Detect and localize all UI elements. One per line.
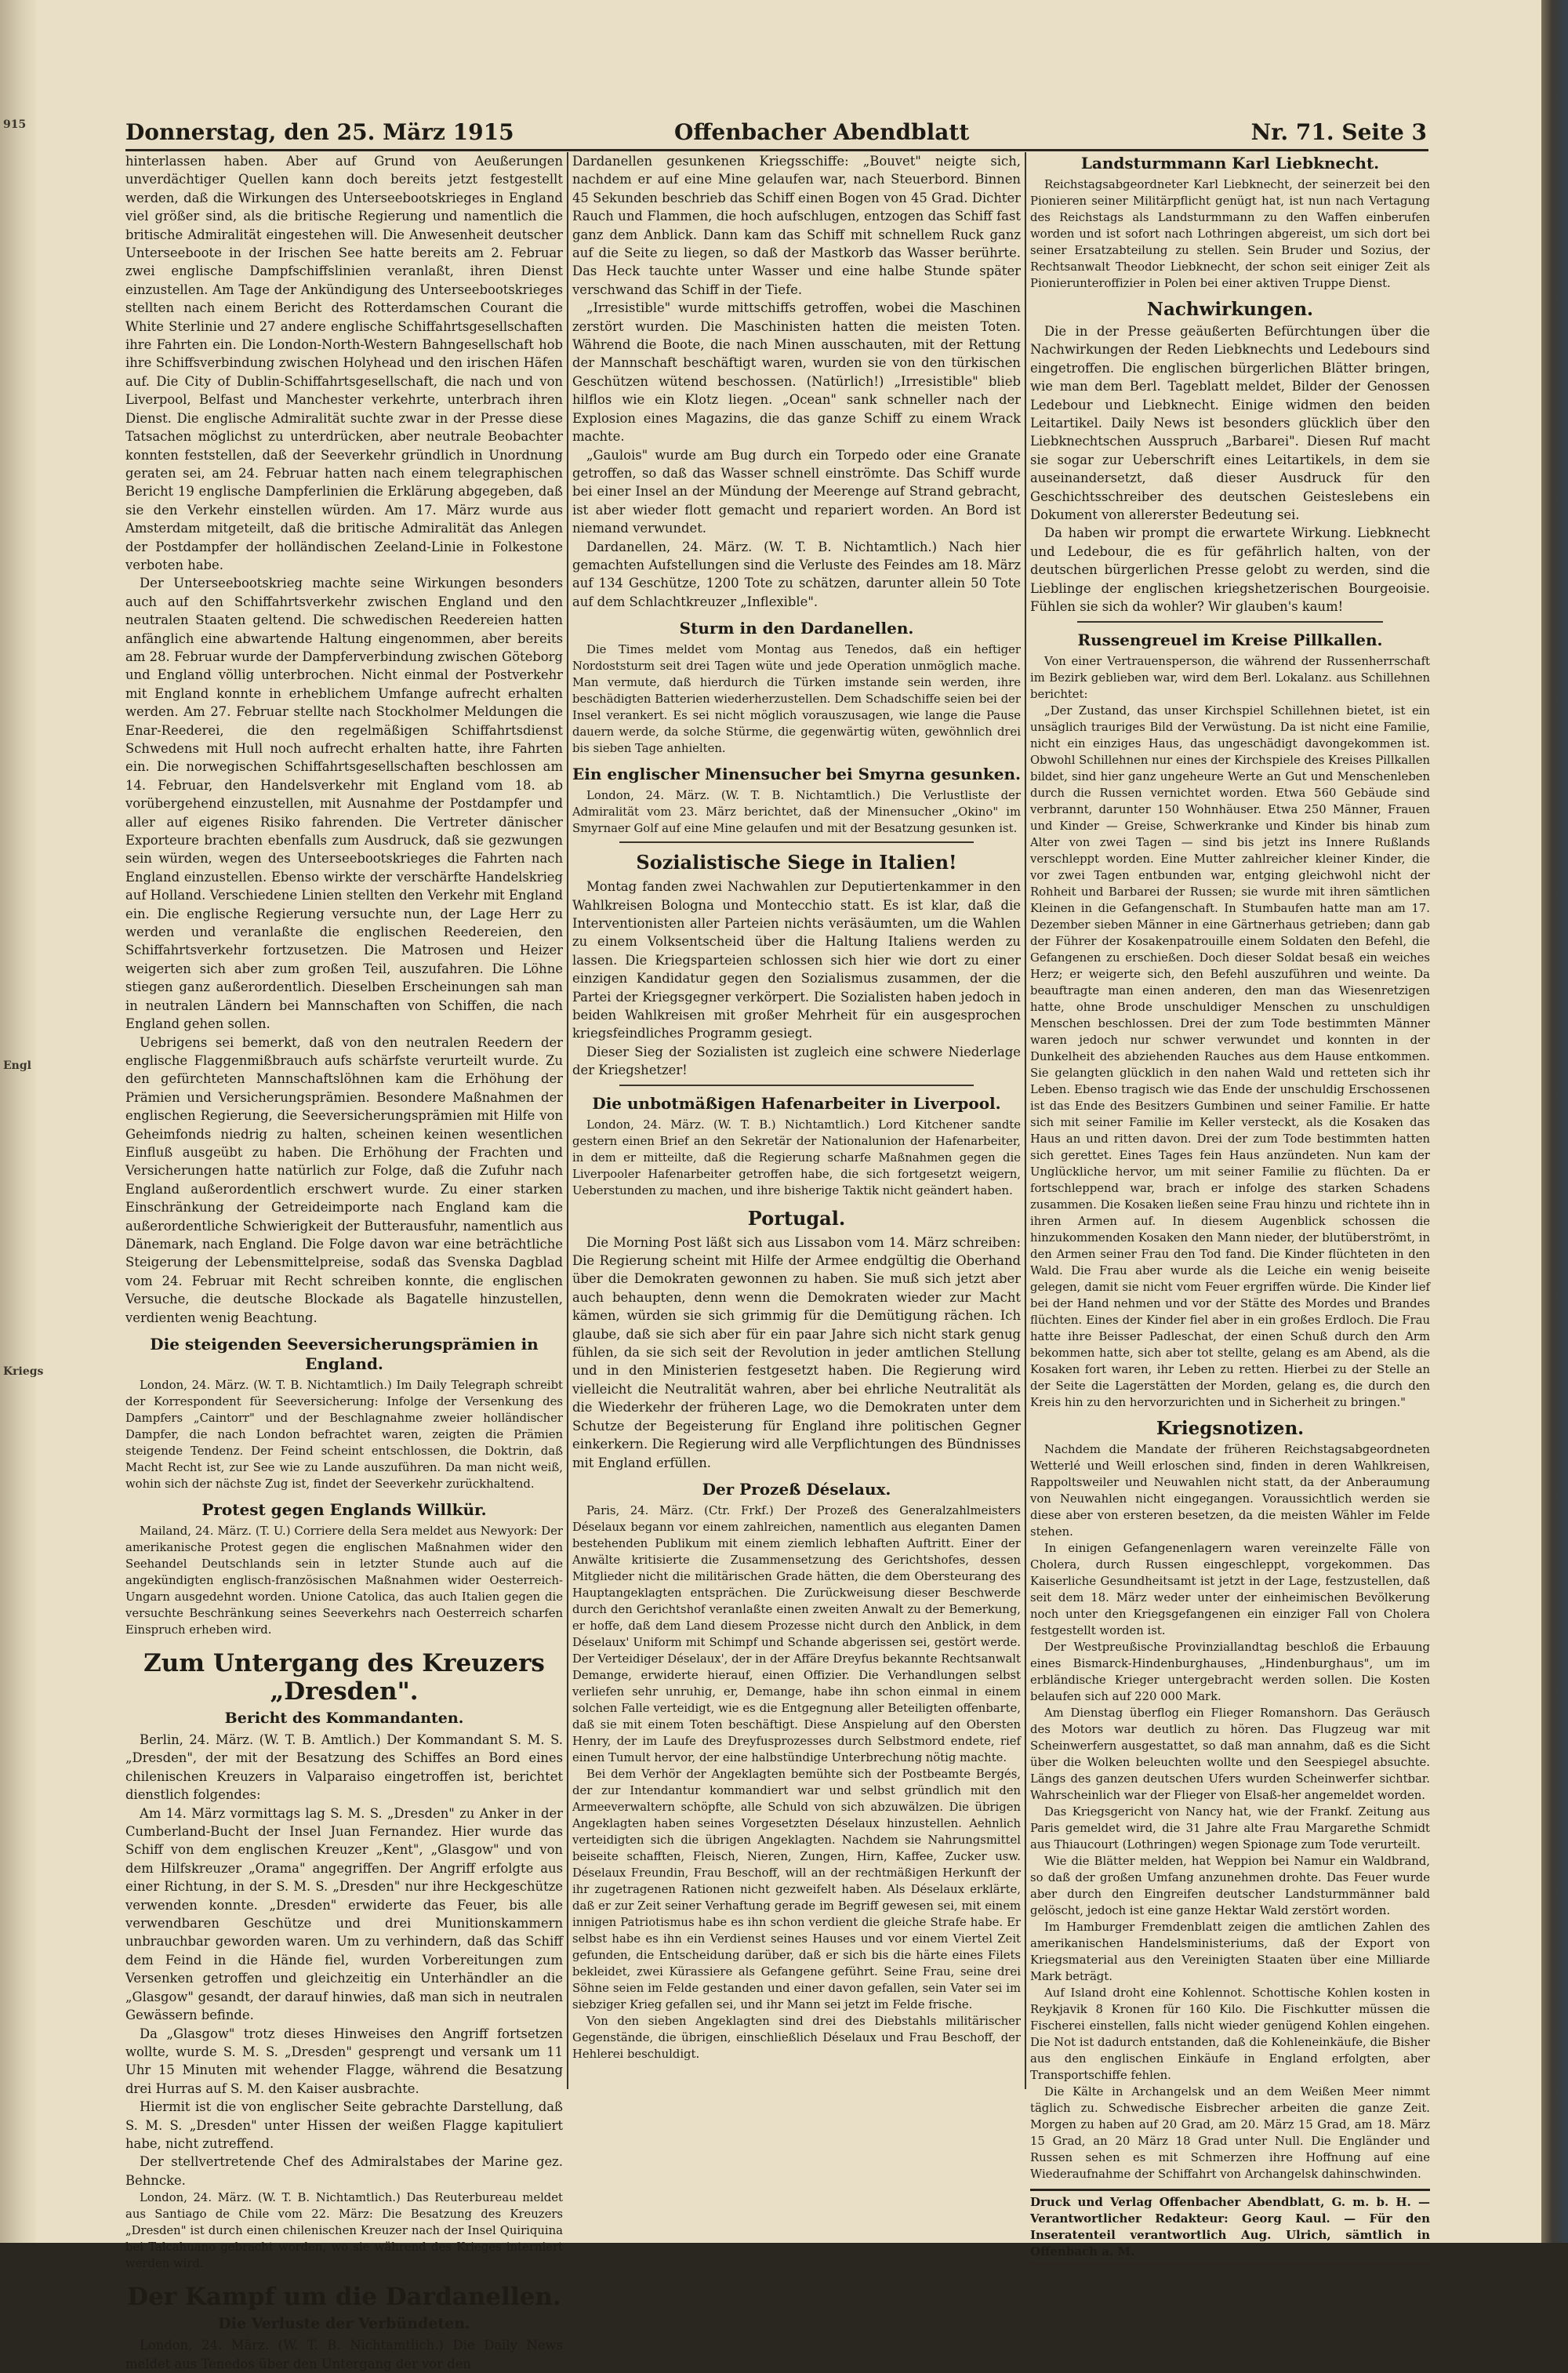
article-paragraph: Reichstagsabgeordneter Karl Liebknecht, der seinerzeit bei den Pionieren seiner Militärpflicht genügt hat, ist nun nach Vertagung des Reichstags als Landsturmmann zu den Waffen einberufen worden und ist sofort nach Lothringen abgereist, um sich dort bei seiner Ersatzabteilung zu stellen. Sein Bruder und Sozius, der Rechtsanwalt Theodor Liebknecht, der schon seit einiger Zeit als Pionierunteroffizier in Polen bei einer aktiven Truppe Dienst. [1030,178,1430,290]
headline-sturm: Sturm in den Dardanellen. [679,619,914,638]
header-date: Donnerstag, den 25. März 1915 [125,119,514,145]
article-paragraph: Die Morning Post läßt sich aus Lissabon vom 14. März schreiben: Die Regierung scheint mit Hilfe der Armee endgültig die Oberhand über die Demokraten gewonnen zu haben. Sie muß sich jetzt aber auch behaupten, denn wenn die Demokraten wieder zur Macht kämen, würden sie sich grimmig für die Demütigung rächen. Ich glaube, daß sie sich aber für ein paar Jahre sich nicht stark genug fühlen, da sie sich seit der Revolution in jeder amtlichen Stellung und in den Ministerien festgesetzt haben. Die Regierung wird vielleicht die Neutralität wahren, aber bei ehrliche Neutralität als die Wiederkehr der früheren Lage, wo die Demokraten unter dem Schutze der Begeisterung für England ihre politischen Gegner einkerkern. Die Regierung wird alle Verpflichtungen des Bündnisses mit England erfüllen. [572,1234,1021,1470]
article-paragraph: Der stellvertretende Chef des Admiralstabes der Marine gez. Behncke. [125,2154,563,2188]
article-paragraph: Im Hamburger Fremdenblatt zeigen die amtlichen Zahlen des amerikanischen Handelsministeriums, daß der Export von Kriegsmaterial aus den Vereinigten Staaten über eine Milliarde Mark beträgt. [1030,1920,1430,1983]
column-1 [125,152,563,2371]
book-binding-edge [1541,0,1568,2243]
section-divider [619,841,974,843]
article-paragraph: „Irresistible" wurde mittschiffs getroffen, wobei die Maschinen zerstört wurden. Die Maschinisten hatten die meisten Toten. Während die Boote, die nach Minen ausschauten, mit der Rettung der Mannschaft beschäftigt waren, wurden sie von den türkischen Geschützen wütend beschossen. (Natürlich!) „Irresistible" blieb hilflos wie ein Klotz liegen. „Ocean" sank schneller nach der Explosion eines Magazins, die das ganze Schiff zu einem Wrack machte. [572,300,1021,445]
adjacent-page-edge [0,0,44,2243]
article-paragraph: Berlin, 24. März. (W. T. B. Amtlich.) Der Kommandant S. M. S. „Dresden", der mit der Besatzung des Schiffes an Bord eines chilenischen Kreuzers in Valparaiso eingetroffen ist, berichtet dienstlich folgendes: [125,1732,563,1803]
spine-fragment-top: 915 [3,118,27,131]
article-paragraph: London, 24. März. (W. T. B. Nichtamtlich.) Die Verlustliste der Admiralität vom 23. März berichtet, daß der Minensucher „Okino" im Smyrnaer Golf auf eine Mine gelaufen und mit der Besatzung gesunken ist. [572,789,1021,836]
article-paragraph: Da „Glasgow" trotz dieses Hinweises den Angriff fortsetzen wollte, wurde S. M. S. „Dresden" gesprengt und versank um 11 Uhr 15 Minuten mit wehender Flagge, während die Besatzung drei Hurras auf S. M. den Kaiser ausbrachte. [125,2026,563,2096]
article-paragraph: Der Unterseebootskrieg machte seine Wirkungen besonders auch auf den Schiffahrtsverkehr zwischen England und den neutralen Staaten geltend. Die schwedischen Reedereien hatten anfänglich eine abwartende Haltung eingenommen, aber bereits am 28. Februar wurde der Dampferverbindung zwischen Göteborg und England völlig unterbrochen. Nicht einmal der Postverkehr mit England konnte in erheblichem Umfange aufrecht erhalten werden. Am 27. Februar stellte nach Stockholmer Meldungen die Enar-Reederei, die den regelmäßigen Schiffahrtsdienst Schwedens mit Hull noch aufrecht erhalten hatte, ihre Fahrten ein. Die norwegischen Schiffahrtsgesellschaften beschlossen am 14. Februar, den Handelsverkehr mit England vom 18. ab vorübergehend einzustellen, mit Ausnahme der Postdampfer und aller auf eigenes Risiko fahrenden. Die Vertreter dänischer Exporteure brachten ebenfalls zum Ausdruck, daß sie gezwungen sein würden, wegen des Unterseebootskrieges die Fahrten nach England einzustellen. Ebenso wirkte der verschärfte Handelskrieg auf Holland. Verschiedene Linien stellten den Verkehr mit England ein. Die englische Regierung versuchte nun, der Lage Herr zu werden und veranlaßte die englischen Reedereien, den Schiffahrtsverkehr fortzusetzen. Die Matrosen und Heizer weigerten sich aber zum großen Teil, auszufahren. Die Löhne stiegen ganz außerordentlich. Dieselben Erscheinungen sah man in neutralen Ländern bei Mannschaften von Schiffen, die nach England gehen sollen. [125,576,563,1032]
column-2 [572,152,1021,2089]
article-paragraph: Bei dem Verhör der Angeklagten bemühte sich der Postbeamte Bergés, der zur Intendantur kommandiert war und selbst gründlich mit den Armeeverwaltern schöpfte, alle Schuld von sich abzuwälzen. Die übrigen Angeklagten haben seines Vorgesetzten Déselaux hinzustellen. Aehnlich verteidigten sich die übrigen Angeklagten. Nachdem sie Nahrungsmittel beiseite schafften, Fleisch, Nieren, Zungen, Hirn, Kaffee, Zucker usw. Déselaux Freundin, Frau Beschoff, will an der rechtmäßigen Herkunft der ihr zugetragenen Rationen nicht gezweifelt haben. Als Déselaux erklärte, daß er zur Zeit seiner Verhaftung gerade im Begriff gewesen sei, mit einem innigen Patriotismus habe es ihn schon verdient die gleiche Strafe habe. Er selbst habe es ihn ein Verdienst seines Hauses und vor einem Viertel Zeit gefunden, die Entscheidung darüber, daß er sich bis die härte eines Filets bekleidet, zwei Kürassiere als Gefangene geführt. Seine Frau, seine drei Söhne seien im Felde gestanden und einer davon gefallen, sein Vater sei im siebziger Krieg gefallen sei, und ihr Mann sei jetzt im Felde frische. [572,1767,1021,2011]
article-paragraph: London, 24. März. (W. T. B. Nichtamtlich.) Die Daily News meldet aus Tenedos über den Untergang der vor den [125,2338,563,2371]
article-paragraph: „Der Zustand, das unser Kirchspiel Schillehnen bietet, ist ein unsäglich trauriges Bild der Verwüstung. Da ist nicht eine Familie, nicht ein einziges Haus, das ungeschädigt davongekommen ist. Obwohl Schillehnen nur eines der Kirchspiele des Kreises Pillkallen bildet, sind hier ganz ungeheure Werte an Gut und Menschenleben durch die Russen vernichtet worden. Etwa 560 Gebäude sind verbrannt, darunter 150 Wohnhäuser. Etwa 250 Männer, Frauen und Kinder — Greise, Schwerkranke und Kinder bis hinab zum Alter von zwei Tagen — sind bis jetzt ins Innere Rußlands verschleppt worden. Eine Mutter zahlreicher kleiner Kinder, die vor zwei Tagen entbunden war, entging gleichwohl nicht der Rohheit und Barbarei der Russen; sie wurde mit ihren sämtlichen Kleinen in die Gefangenschaft. In Stumbaufen hatte man am 17. Dezember sieben Männer in eine Gärtnerhaus getrieben; dann gab der Führer der Kosakenpatrouille einem Soldaten den Befehl, die Gefangenen zu erschießen. Doch dieser Soldat besaß ein weiches Herz; er weigerte sich, den Befehl auszuführen und weinte. Da beauftragte man einen anderen, den man das Wiesenretzigen hatte, ohne Brode unschuldiger Menschen zu unschuldigen Menschen beschlossen. Drei der zum Tode bestimmten Männer waren jedoch nur schwer verwundet und konnten in der Dunkelheit des abziehenden Rauches aus dem Hause entkommen. Sie gelangten glücklich in den nahen Wald und retteten sich ihr Leben. Ebenso tragisch wie das Ende der unschuldig Erschossenen ist das Ende des Besitzers Gumbinen und seiner Familie. Er hatte sich mit seiner Familie im Keller versteckt, als die Kosaken das Haus an und ritten davon. Drei der zum Tode bestimmten hatten sich gerettet. Eines Tages fein Haus anzündeten. Nun kam der Unglückliche hervor, um mit seiner Familie zu flüchten. Da er fortschleppend war, brach er infolge des starken Schadens zusammen. Die Kosaken ließen seine Frau hinzu und richtete ihn in ihren Armen auf. In diesem Augenblick schossen die hinzukommenden Kosaken den Mann nieder, der blutüberströmt, in den Armen seiner Frau den Tod fand. Die Kinder flüchteten in den Wald. Die Frau aber wurde als die Leiche ein wenig beiseite gelegen, damit sie nicht vom Feuer ergriffen würde. Die Kinder lief bei der Hand nehmen und vor der Stätte des Mordes und Brandes flüchten. Eines der Kinder fiel aber in ein großes Erdloch. Die Frau hatte ihre Beisser Padleschat, der einen Schuß durch den Arm bekommen hatte, sich aber tot stellte, gelang es am Abend, als die Kosaken fort waren, ihr Leben zu retten. Hierbei zu der Stelle an der Seite die Lagerstätten der Morden, gelang es, die durch den Kreis hin zu den hervorzurichten und in Sicherheit zu bringen." [1030,703,1430,1409]
article-paragraph: Am Dienstag überflog ein Flieger Romanshorn. Das Geräusch des Motors war deutlich zu hören. Das Flugzeug war mit Scheinwerfern ausgestattet, so daß man annahm, daß es die Sicht über die Wolken beleuchten wollte und den Seespiegel absuchte. Längs des ganzen deutschen Ufers wurden Scheinwerfer sichtbar. Wahrscheinlich war der Flieger von Elsaß-her angemeldet worden. [1030,1706,1430,1802]
article-paragraph: Mailand, 24. März. (T. U.) Corriere della Sera meldet aus Newyork: Der amerikanische Protest gegen die englischen Maßnahmen wider den Seehandel Deutschlands sein in letzter Stunde auch auf die angekündigten englisch-französischen Maßnahmen wider Oesterreich-Ungarn ausgedehnt worden. Unione Catolica, das auch Italien gegen die versuchte Beschränkung seines Seeverkehrs nach Oesterreich scharfen Einspruch erheben wird. [125,1524,563,1637]
header-masthead: Offenbacher Abendblatt [674,119,970,145]
article-paragraph: Paris, 24. März. (Ctr. Frkf.) Der Prozeß des Generalzahlmeisters Déselaux begann vor einem zahlreichen, namentlich aus eleganten Damen bestehenden Publikum mit einem ziemlich lebhaften Auftritt. Einer der Anwälte kritisierte die Zusammensetzung des Gerichtshofes, dessen Mitglieder nicht die militärischen Grade hätten, die dem Obersteurang des Hauptangeklagten entsprächen. Die Zurückweisung dieser Beschwerde durch den Gerichtshof veranlaßte einen zweiten Anwalt zu der Bemerkung, er hoffe, daß dem Land diesem Prozesse nicht durch den Anblick, in dem Déselaux' Uniform mit Schimpf und Schande abgerissen sei, gestört werde. Der Verteidiger Déselaux', der in der Affäre Dreyfus bekannte Rechtsanwalt Demange, erwiderte hierauf, einen Offizier. Die Verhandlungen selbst verliefen sehr unruhig, er, Demange, habe ihn schon einmal in einem solchen Falle verteidigt, wie es die Entgegnung aller Beteiligten offenbarte, daß sie mit einem Toten beschäftigt. Diese Anspielung auf den Obersten Henry, der im Laufe des Dreyfusprozesses durch Selbstmord endete, rief einen Tumult hervor, der eine halbstündige Unterbrechung nötig machte. [572,1503,1021,1764]
article-paragraph: London, 24. März. (W. T. B. Nichtamtlich.) Das Reuterbureau meldet aus Santiago de Chile vom 22. März: Die Besatzung des Kreuzers „Dresden" ist durch einen chilenischen Kreuzer nach der Insel Quiriquina bei Talcahuano gebracht worden, wo sie während des Krieges interniert werden wird. [125,2191,563,2271]
article-paragraph: Das Kriegsgericht von Nancy hat, wie der Frankf. Zeitung aus Paris gemeldet wird, die 31 Jahre alte Frau Margarethe Schmidt aus Thiaucourt (Lothringen) wegen Spionage zum Tode verurteilt. [1030,1804,1430,1852]
headline-minensucher: Ein englischer Minensucher bei Smyrna gesunken. [572,765,1021,784]
column-rule-2 [1025,152,1026,2089]
subheadline-dardanellen: Die Verluste der Verbündeten. [218,2315,470,2333]
article-paragraph: In einigen Gefangenenlagern waren vereinzelte Fälle von Cholera, durch Russen eingeschleppt, vorgekommen. Das Kaiserliche Gesundheitsamt ist jetzt in der Lage, festzustellen, daß seit dem 18. März weder unter der einheimischen Bevölkerung noch unter den Kriegsgefangenen ein einziger Fall von Cholera festgestellt worden ist. [1030,1541,1430,1637]
header-rule [125,149,1428,151]
page-header [125,119,1427,147]
headline-protest: Protest gegen Englands Willkür. [201,1500,487,1519]
imprint: Druck und Verlag Offenbacher Abendblatt, G. m. b. H. — Verantwortlicher Redakteur: Georg Kaul. — Für den Inseratenteil verantwortlich Aug. Ulrich, sämtlich in Offenbach a. M. [1030,2189,1430,2265]
article-paragraph: Von einer Vertrauensperson, die während der Russenherrschaft im Bezirk geblieben war, wird dem Berl. Lokalanz. aus Schillehnen berichtet: [1030,654,1430,701]
section-divider [1077,621,1383,623]
article-paragraph: Die Times meldet vom Montag aus Tenedos, daß ein heftiger Nordoststurm seit drei Tagen wüte und jede Operation unmöglich mache. Man vermute, daß hierdurch die Türken imstande sein werden, ihre beschädigten Batterien wiederherzustellen. Dem Schadschiffe seien bei der Insel verankert. Es sei nicht möglich vorauszusagen, wie lange die Pause dauern werde, da solche Stürme, die gegenwärtig wüten, gewöhnlich drei bis sieben Tage anhielten. [572,643,1021,756]
article-paragraph: „Gaulois" wurde am Bug durch ein Torpedo oder eine Granate getroffen, so daß das Wasser schnell einströmte. Das Schiff wurde bei einer Insel an der Mündung der Meerenge auf Strand gebracht, ist aber wieder flott gemacht und repariert worden. An Bord ist niemand verwundet. [572,447,1021,536]
headline-dresden: Zum Untergang des Kreuzers „Dresden". [143,1649,545,1706]
article-paragraph: Da haben wir prompt die erwartete Wirkung. Liebknecht und Ledebour, die es für gefährlich halten, von der deutschen bürgerlichen Presse gelobt zu werden, sind die Lieblinge der englischen kriegshetzerischen Bourgeoisie. Fühlen sie sich da wohler? Wir glauben's kaum! [1030,525,1430,615]
article-paragraph: hinterlassen haben. Aber auf Grund von Aeußerungen unverdächtiger Quellen kann doch bereits jetzt festgestellt werden, daß die Wirkungen des Unterseebootskrieges in England viel größer sind, als die britische Regierung und namentlich die britische Admiralität eingestehen will. Die Anwesenheit deutscher Unterseeboote in der Irischen See hatte bereits am 2. Februar zwei englische Dampfschiffslinien veranlaßt, ihren Dienst einzustellen. Am Tage der Ankündigung des Unterseebootskrieges stellten nach einem Bericht des Rotterdamschen Courant die White Sterlinie und 27 andere englische Schiffahrtsgesellschaften ihre Fahrten ein. Die London-North-Western Bahngesellschaft hob ihre Schiffsverbindung zwischen Holyhead und den irischen Häfen auf. Die City of Dublin-Schiffahrtsgesellschaft, die nach und von Liverpool, Belfast und Manchester verkehrte, unterbrach ihren Dienst. Die englische Admiralität suchte zwar in der Presse diese Tatsachen möglichst zu unterdrücken, aber neutrale Beobachter konnten feststellen, daß der Seeverkehr gründlich in Unordnung geraten sei, am 24. Februar hatten nach einem telegraphischen Bericht 19 englische Dampferlinien die Erklärung abgegeben, daß sie den Verkehr einstellen würden. Am 17. März wurde aus Amsterdam mitgeteilt, daß die britische Admiralität das Anlegen der Postdampfer der holländischen Zeeland-Linie in Folkestone verboten habe. [125,154,563,572]
headline-russengreuel: Russengreuel im Kreise Pillkallen. [1077,630,1383,649]
article-paragraph: Nachdem die Mandate der früheren Reichstagsabgeordneten Wetterlé und Weill erloschen sind, finden in deren Wahlkreisen, Rappoltsweiler und Neuwahlen nicht statt, da der Anberaumung von Neuwahlen nicht eingegangen. Voraussichtlich werden sie diese aber von ersteren besetzen, da die meisten Wähler im Felde stehen. [1030,1442,1430,1539]
article-paragraph: Von den sieben Angeklagten sind drei des Diebstahls militärischer Gegenstände, die übrigen, einschließlich Déselaux und Frau Beschoff, der Hehlerei beschuldigt. [572,2014,1021,2061]
article-paragraph: Dardanellen gesunkenen Kriegsschiffe: „Bouvet" neigte sich, nachdem er auf eine Mine gelaufen war, nach Steuerbord. Binnen 45 Sekunden beschrieb das Schiff einen Bogen von 45 Grad. Dichter Rauch und Flammen, die hoch aufschlugen, entzogen das Schiff fast ganz dem Anblick. Dann kam das Schiff mit schnellem Ruck ganz auf die Seite zu liegen, so daß der Mastkorb das Wasser berührte. Das Heck tauchte unter Wasser und eine halbe Stunde später verschwand das Schiff in der Tiefe. [572,154,1021,297]
headline-nachwirkungen: Nachwirkungen. [1146,299,1314,320]
article-paragraph: Auf Island droht eine Kohlennot. Schottische Kohlen kosten in Reykjavik 8 Kronen für 160 Kilo. Die Fischkutter müssen die Fischerei einstellen, falls nicht wieder genügend Kohlen eingehen. Die Not ist dadurch entstanden, daß die Kohleneinkäufe, die Bisher aus den englischen Einkäufe in England erfolgten, aber Transportschiffe fehlen. [1030,1986,1430,2082]
article-paragraph: Montag fanden zwei Nachwahlen zur Deputiertenkammer in den Wahlkreisen Bologna und Montecchio statt. Es ist klar, daß die Interventionisten aller Parteien nichts veräsäumten, um die Wahlen zu einem Volksentscheid über die Haltung Italiens werden zu lassen. Die Kriegsparteien schlossen sich hier wie dort zu einer einzigen Kandidatur gegen den Sozialismus zusammen, der die Partei der Kriegsgegner verkörpert. Die Sozialisten haben jedoch in beiden Wahlkreisen mit großer Mehrheit für ein ausgesprochen kriegsfeindliches Programm gesiegt. [572,879,1021,1041]
article-paragraph: Hiermit ist die von englischer Seite gebrachte Darstellung, daß S. M. S. „Dresden" unter Hissen der weißen Flagge kapituliert habe, nicht zutreffend. [125,2099,563,2151]
article-paragraph: Dardanellen, 24. März. (W. T. B. Nichtamtlich.) Nach hier gemachten Aufstellungen sind die Verluste des Feindes am 18. März auf 134 Geschütze, 1200 Tote zu schätzen, darunter allein 50 Tote auf dem Schlachtkreuzer „Inflexible". [572,539,1021,609]
article-paragraph: London, 24. März. (W. T. B. Nichtamtlich.) Im Daily Telegraph schreibt der Korrespondent für Seeversicherung: Infolge der Versenkung des Dampfers „Caintorr" und der Beschlagnahme zweier holländischer Dampfer, die nach London befrachtet waren, zeigten die Prämien steigende Tendenz. Der Feind scheint entschlossen, die Doktrin, daß Macht Recht ist, zur See wie zu Lande auszuführen. Da man nicht weiß, wohin sich der nächste Zug ist, findet der Seeverkehr zurückhaltend. [125,1379,563,1491]
header-page-number: Nr. 71. Seite 3 [1250,119,1427,145]
article-paragraph: Uebrigens sei bemerkt, daß von den neutralen Reedern der englische Flaggenmißbrauch aufs schärfste verurteilt wurde. Zu den gefürchteten Mannschaftslöhnen kam die Erhöhung der Prämien und Versicherungsprämien. Besondere Maßnahmen der englischen Regierung, die Seeversicherungsprämien mit Hilfe von Geheimfonds niedrig zu halten, scheinen keinen wesentlichen Einfluß ausgeübt zu haben. Die Erhöhung der Frachten und Versicherungen hatte natürlich zur Folge, daß die Zufuhr nach England außerordentlich erschwert wurde. Zu einer starken Einschränkung der Getreideimporte nach England kam die außerordentliche Schwierigkeit der Butterausfuhr, namentlich aus Dänemark, nach England. Die Folge davon war eine beträchtliche Steigerung der Lebensmittelpreise, sodaß das Svenska Dagblad vom 24. Februar mit Recht schreiben konnte, die englischen Versuche, die deutsche Blockade als Bagatelle hinzustellen, verdienten wenig Beachtung. [125,1034,563,1325]
headline-italien: Sozialistische Siege in Italien! [636,851,957,874]
headline-kriegsnotizen: Kriegsnotizen. [1156,1417,1305,1439]
headline-liebknecht: Landsturmmann Karl Liebknecht. [1080,154,1380,173]
article-paragraph: Am 14. März vormittags lag S. M. S. „Dresden" zu Anker in der Cumberland-Bucht der Insel Juan Fernandez. Hier wurde das Schiff von dem englischen Kreuzer „Kent", „Glasgow" und von dem Hilfskreuzer „Orama" angegriffen. Der Angriff erfolgte aus einer Richtung, in der S. M. S. „Dresden" nur ihre Heckgeschütze verwenden konnte. „Dresden" erwiderte das Feuer, bis alle verwendbaren Geschütze und drei Munitionskammern unbrauchbar geworden waren. Um zu verhindern, daß das Schiff dem Feind in die Hände fiel, wurden Vorbereitungen zum Versenken getroffen und gleichzeitig ein Unterhändler an die „Glasgow" gesandt, der darauf hinwies, daß man sich in neutralen Gewässern befinde. [125,1805,563,2023]
article-paragraph: London, 24. März. (W. T. B.) Nichtamtlich.) Lord Kitchener sandte gestern einen Brief an den Sekretär der Nationalunion der Hafenarbeiter, in dem er mitteilte, daß die Regierung scharfe Maßnahmen gegen die Liverpooler Hafenarbeiter getroffen habe, die sich fortgesetzt weigern, Ueberstunden zu machen, und ihre bisherige Taktik nicht geändert haben. [572,1117,1021,1197]
column-rule-1 [567,152,568,2089]
spine-fragment-mid2: Kriegs [3,1365,44,1378]
section-divider [619,1085,974,1086]
headline-portugal: Portugal. [747,1206,846,1230]
column-3 [1030,152,1430,2259]
article-paragraph: Die in der Presse geäußerten Befürchtungen über die Nachwirkungen der Reden Liebknechts und Ledebours sind eingetroffen. Die englischen bürgerlichen Blätter bringen, wie man dem Berl. Tageblatt meldet, Bilder der Genossen Ledebour und Liebknecht. Einige widmen den beiden Leitartikel. Daily News ist besonders glücklich über den Liebknechtschen Ausspruch „Barbarei". Diesen Ruf macht sie sogar zur Ueberschrift eines Leitartikels, in dem sie auseinandersetzt, daß dieser Ausdruck für den Geschichtsschreiber des deutschen Geisteslebens ein Dokument von allererster Bedeutung sei. [1030,324,1430,523]
article-paragraph: Die Kälte in Archangelsk und an dem Weißen Meer nimmt täglich zu. Schwedische Eisbrecher arbeiten die ganze Zeit. Morgen zu haben auf 20 Grad, am 20. März 15 Grad, am 18. März 15 Grad, an 20 März 18 Grad unter Null. Die Engländer und Russen sehen es mit Schmerzen ihre Hoffnung auf eine Wiederaufnahme der Schiffahrt von Archangelsk dahinschwinden. [1030,2084,1430,2181]
headline-liverpool: Die unbotmäßigen Hafenarbeiter in Liverpool. [592,1093,1001,1113]
subheadline-dresden: Bericht des Kommandanten. [224,1710,464,1727]
article-paragraph: Wie die Blätter melden, hat Weppion bei Namur ein Waldbrand, so daß der großen Umfang anzunehmen drohte. Das Feuer wurde aber durch den Eingreifen deutscher Landsturmmänner bald gelöscht, jedoch ist eine ganze Hektar Wald zerstört worden. [1030,1854,1430,1917]
headline-prozess: Der Prozeß Déselaux. [702,1479,891,1499]
spine-fragment-mid1: Engl [3,1059,31,1072]
headline-seeversicherung: Die steigenden Seeversicherungsprämien in England. [150,1335,539,1373]
headline-dardanellen: Der Kampf um die Dardanellen. [127,2283,561,2312]
article-paragraph: Dieser Sieg der Sozialisten ist zugleich eine schwere Niederlage der Kriegshetzer! [572,1044,1021,1078]
article-paragraph: Der Westpreußische Provinziallandtag beschloß die Erbauung eines Bismarck-Hindenburghauses, „Hindenburghaus", um im erbländische Krieger untergebracht werden sollen. Die Kosten belaufen sich auf 220 000 Mark. [1030,1640,1430,1703]
